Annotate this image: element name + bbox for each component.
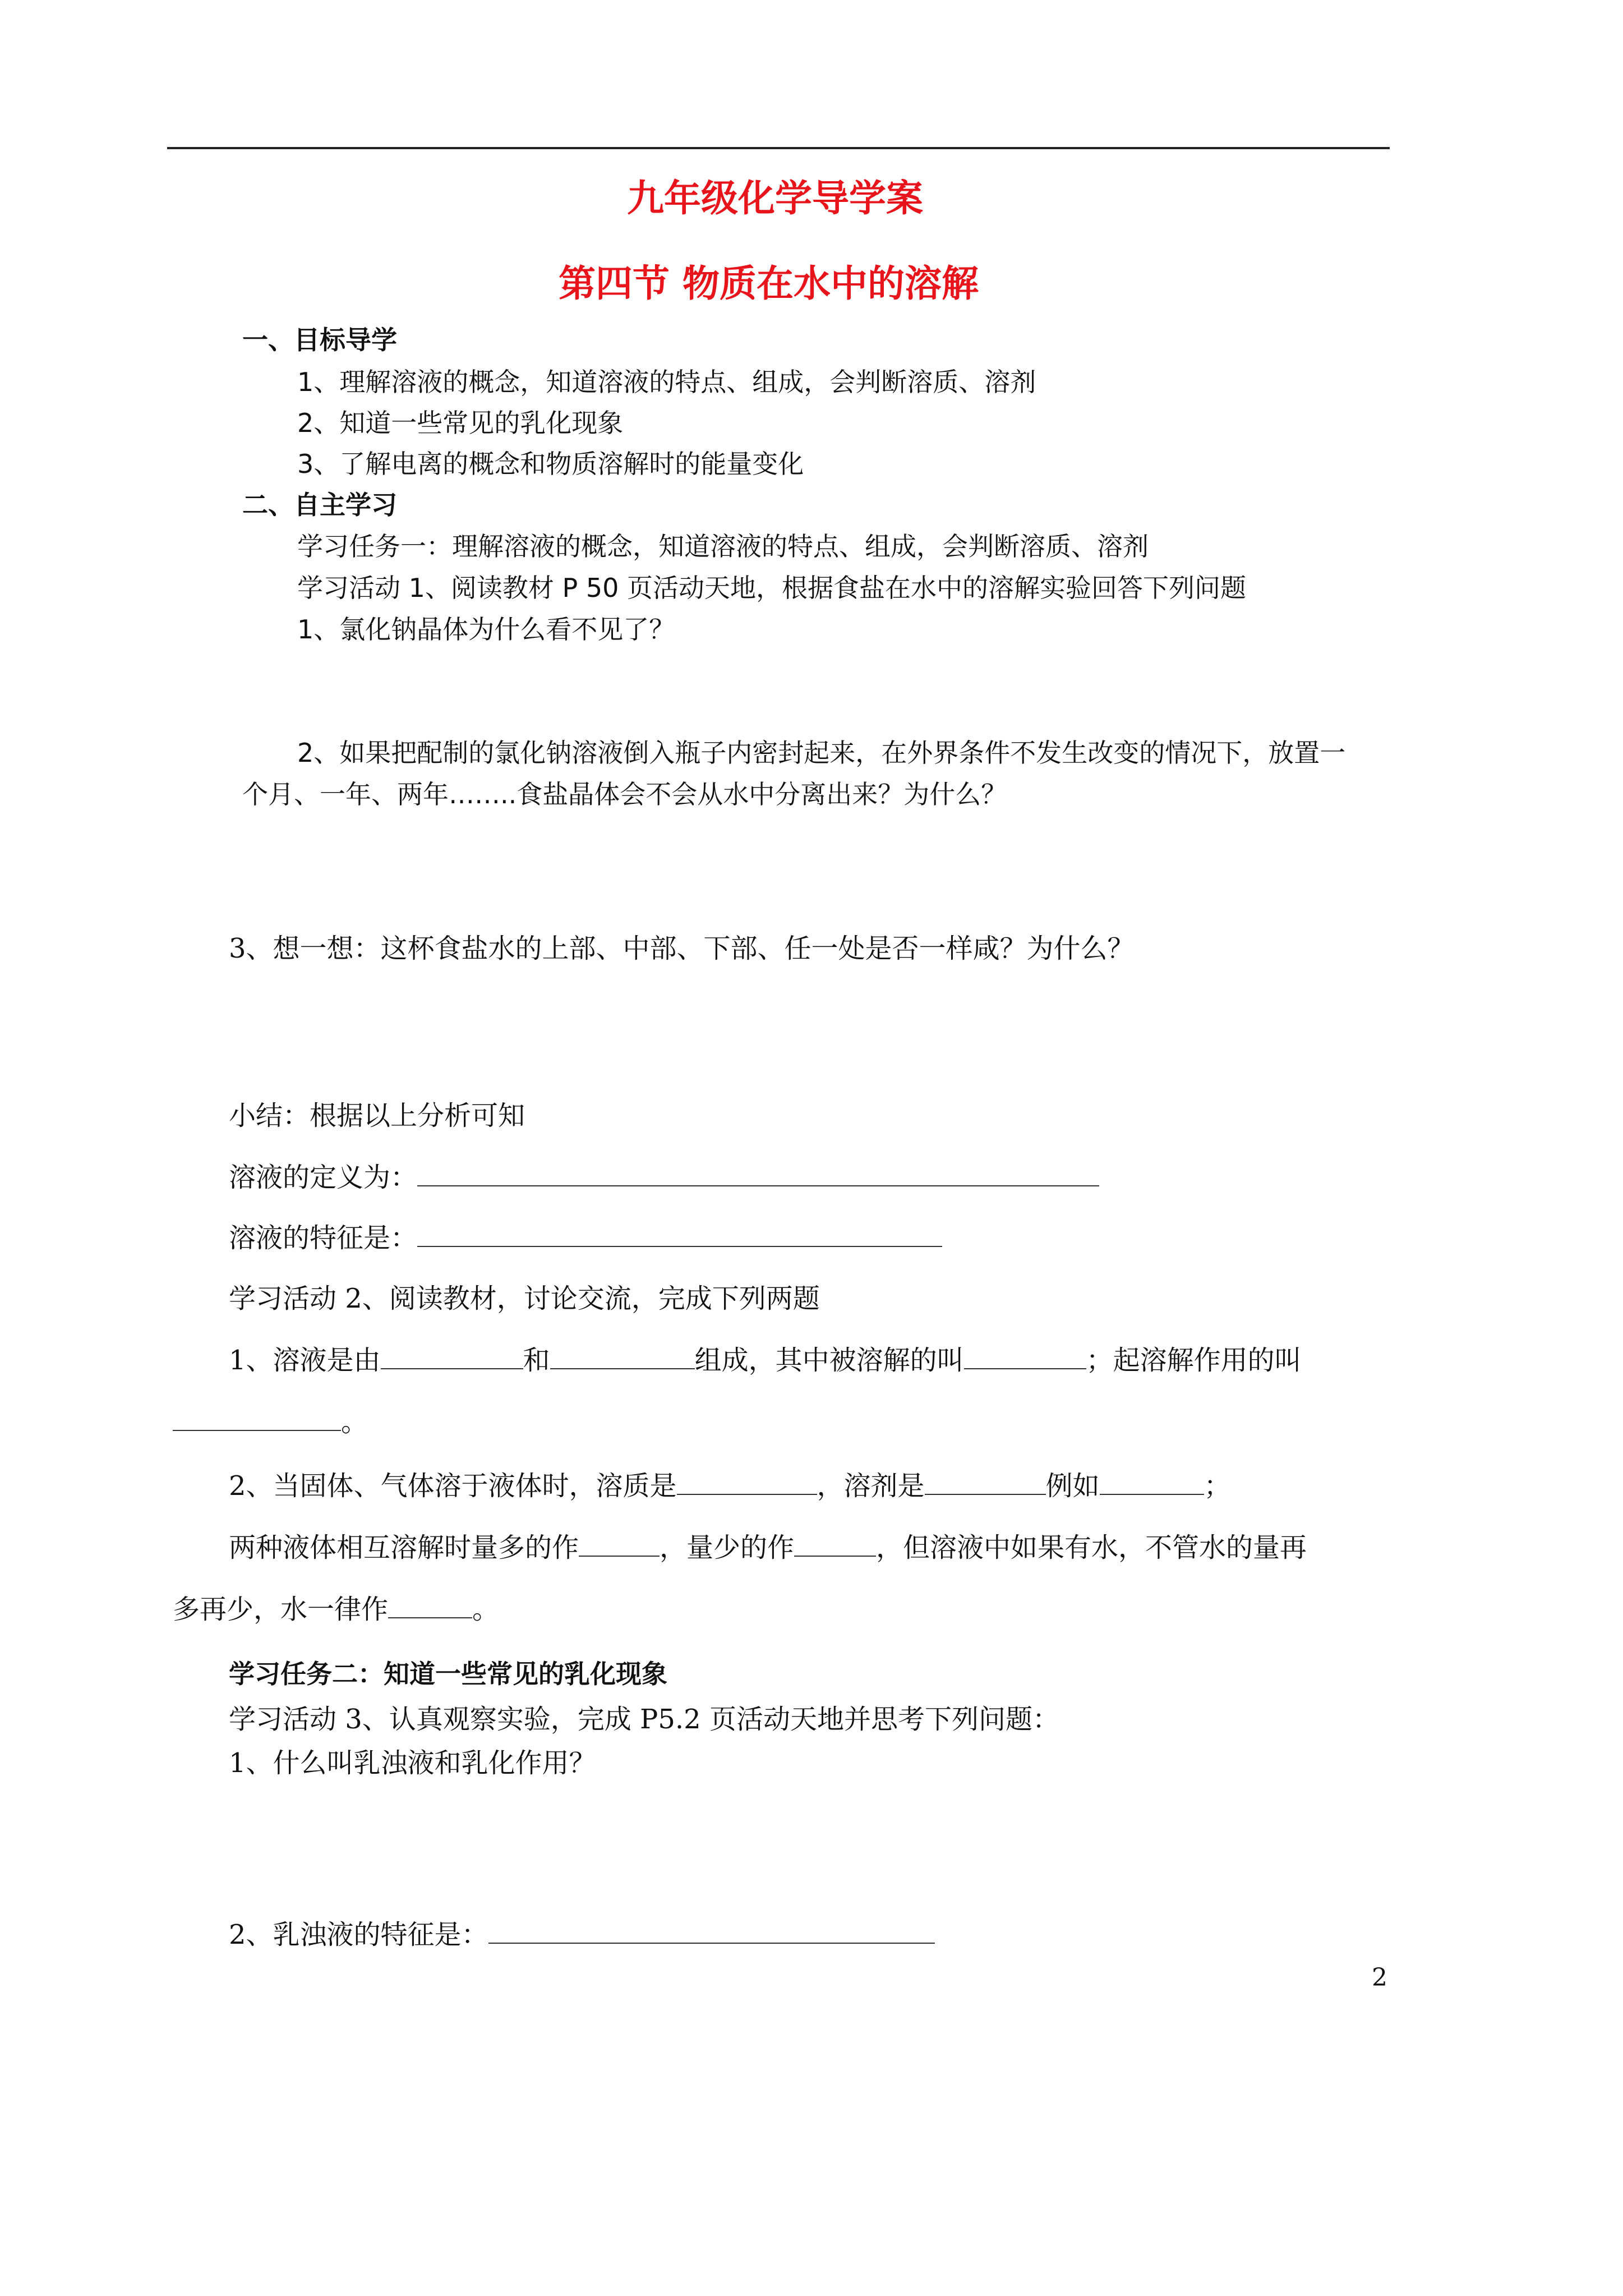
fill2-b: ，溶剂是 xyxy=(817,1470,925,1502)
fill3-blank-3[interactable] xyxy=(388,1594,472,1618)
question-5-row xyxy=(229,1913,935,1952)
definition-label: 溶液的定义为： xyxy=(229,1162,418,1193)
fill1-row xyxy=(229,1338,1302,1377)
fill3-row xyxy=(229,1526,1307,1565)
section1-heading: 一、目标导学 xyxy=(242,325,397,355)
fill1-blank-1[interactable] xyxy=(381,1345,523,1369)
page-number: 2 xyxy=(1372,1963,1387,1992)
fill3-b: ，量少的作 xyxy=(660,1532,795,1563)
fill2-d: ； xyxy=(1204,1470,1231,1502)
task2: 学习任务二：知道一些常见的乳化现象 xyxy=(229,1659,667,1689)
fill2-blank-1[interactable] xyxy=(677,1470,817,1495)
fill3-blank-2[interactable] xyxy=(794,1532,876,1557)
question-5-blank[interactable] xyxy=(488,1919,935,1944)
question-3: 3、想一想：这杯食盐水的上部、中部、下部、任一处是否一样咸？为什么？ xyxy=(229,933,1135,964)
section-title: 第四节 物质在水中的溶解 xyxy=(559,262,979,305)
fill2-blank-2[interactable] xyxy=(925,1470,1046,1495)
fill2-c: 例如 xyxy=(1045,1470,1100,1502)
fill3-d: 多再少，水一律作 xyxy=(173,1594,389,1625)
fill2-row xyxy=(229,1464,1231,1503)
section2-heading: 二、自主学习 xyxy=(242,490,397,520)
fill1-d: ；起溶解作用的叫 xyxy=(1086,1345,1302,1376)
question-5-label: 2、乳浊液的特征是： xyxy=(229,1919,488,1950)
fill3-row-2 xyxy=(173,1588,499,1626)
definition-blank[interactable] xyxy=(417,1162,1099,1186)
fill1-b: 和 xyxy=(523,1345,550,1376)
fill3-blank-1[interactable] xyxy=(579,1532,660,1557)
fill1-blank-4[interactable] xyxy=(173,1406,341,1431)
fill1-blank-3[interactable] xyxy=(964,1345,1086,1369)
fill1-c: 组成，其中被溶解的叫 xyxy=(694,1345,964,1376)
fill3-end: 。 xyxy=(472,1594,500,1625)
activity2: 学习活动 2、阅读教材，讨论交流，完成下列两题 xyxy=(229,1283,820,1314)
question-1: 1、氯化钠晶体为什么看不见了？ xyxy=(297,614,675,645)
fill2-a: 2、当固体、气体溶于液体时，溶质是 xyxy=(229,1470,677,1502)
goal-item-2: 2、知道一些常见的乳化现象 xyxy=(297,408,624,438)
fill1-row-2 xyxy=(173,1400,368,1439)
feature-row xyxy=(229,1216,942,1255)
activity1: 学习活动 1、阅读教材 P 50 页活动天地，根据食盐在水中的溶解实验回答下列问题 xyxy=(297,573,1247,603)
goal-item-1: 1、理解溶液的概念，知道溶液的特点、组成，会判断溶质、溶剂 xyxy=(297,367,1036,397)
fill3-c: ，但溶液中如果有水，不管水的量再 xyxy=(876,1532,1307,1563)
fill3-a: 两种液体相互溶解时量多的作 xyxy=(229,1532,579,1563)
feature-blank[interactable] xyxy=(417,1222,942,1247)
fill1-end: 。 xyxy=(341,1406,368,1438)
summary: 小结：根据以上分析可知 xyxy=(229,1100,525,1131)
feature-label: 溶液的特征是： xyxy=(229,1222,418,1254)
definition-row xyxy=(229,1156,1099,1194)
question-4: 1、什么叫乳浊液和乳化作用？ xyxy=(229,1747,596,1779)
document-title: 九年级化学导学案 xyxy=(627,177,923,220)
header-rule xyxy=(167,147,1390,149)
goal-item-3: 3、了解电离的概念和物质溶解时的能量变化 xyxy=(297,449,804,479)
fill1-blank-2[interactable] xyxy=(550,1345,695,1369)
question-2-line2: 个月、一年、两年……..食盐晶体会不会从水中分离出来？为什么？ xyxy=(242,779,1007,809)
task1: 学习任务一：理解溶液的概念，知道溶液的特点、组成，会判断溶质、溶剂 xyxy=(297,531,1149,562)
question-2-line1: 2、如果把配制的氯化钠溶液倒入瓶子内密封起来，在外界条件不发生改变的情况下，放置一 xyxy=(297,738,1346,768)
fill2-blank-3[interactable] xyxy=(1100,1470,1204,1495)
fill1-a: 1、溶液是由 xyxy=(229,1345,381,1376)
activity3: 学习活动 3、认真观察实验，完成 P5.2 页活动天地并思考下列问题： xyxy=(229,1704,1059,1735)
